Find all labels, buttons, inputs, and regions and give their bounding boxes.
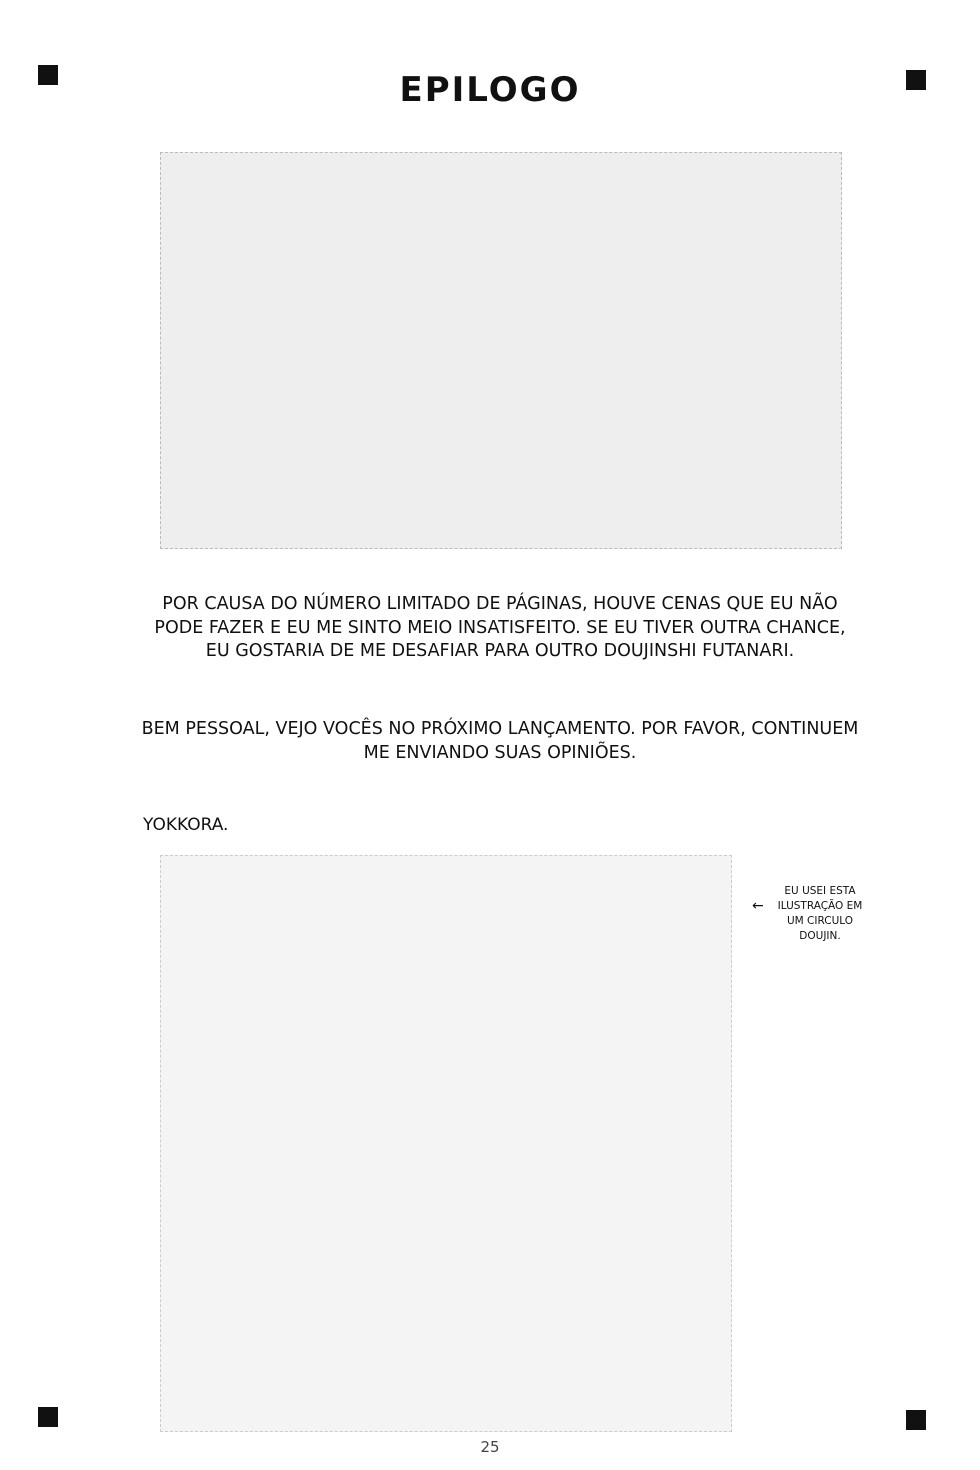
page-title: EPILOGO <box>399 70 581 110</box>
illustration-caption: EU USEI ESTA ILUSTRAÇÃO EM UM CIRCULO DOUJIN. <box>777 885 863 942</box>
paragraph-page-limit: POR CAUSA DO NÚMERO LIMITADO DE PÁGINAS, HOUVE CENAS QUE EU NÃO PODE FAZER E EU ME SINTO MEIO INSATISFEITO. SE EU TIVER OUTRA CHANCE, EU GOSTARIA DE ME DESAFIAR PARA OUTRO DOUJINSHI FUTANARI. <box>154 594 846 661</box>
omitted-illustration <box>160 855 732 1432</box>
page-number: 25 <box>480 1438 500 1456</box>
omitted-paragraph-block <box>160 152 842 549</box>
arrow-left-icon: ← <box>752 898 764 914</box>
corner-mark-bottom-right <box>906 1410 926 1430</box>
author-signature: YOKKORA. <box>143 815 229 835</box>
corner-mark-bottom-left <box>38 1407 58 1427</box>
paragraph-farewell: BEM PESSOAL, VEJO VOCÊS NO PRÓXIMO LANÇAMENTO. POR FAVOR, CONTINUEM ME ENVIANDO SUAS OPINIÕES. <box>141 719 859 763</box>
